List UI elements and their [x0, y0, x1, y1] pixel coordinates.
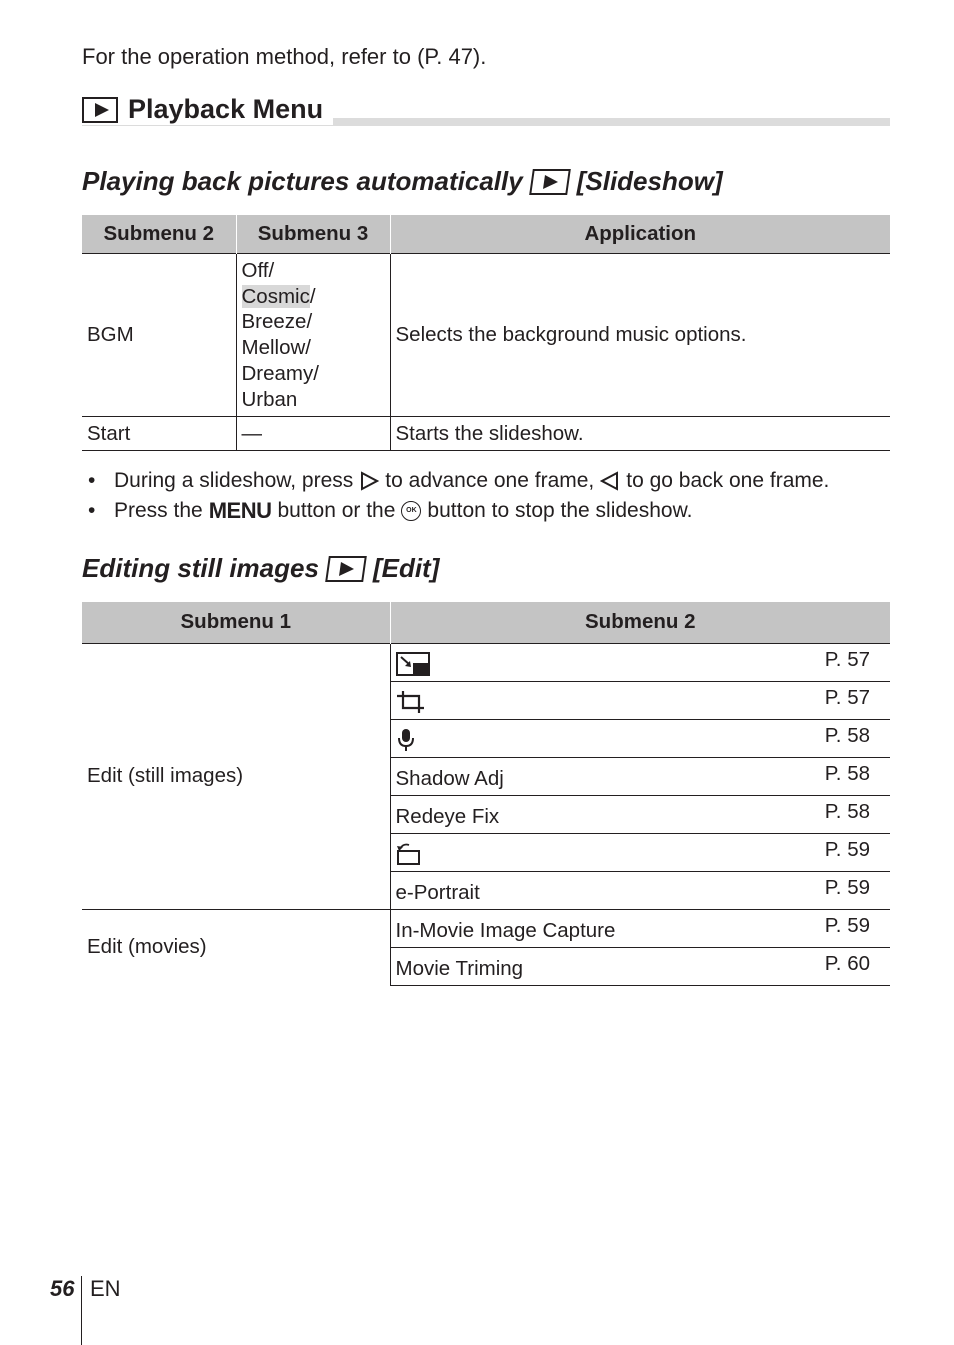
note-text: to go back one frame.: [626, 469, 830, 492]
table-row: [82, 417, 890, 451]
page-reference: P. 57: [824, 647, 870, 671]
edit-option: [390, 909, 890, 947]
option-off: Off/: [241, 259, 275, 282]
page-reference: P. 59: [824, 875, 870, 899]
page-reference: P. 58: [824, 761, 870, 785]
table-row: [82, 643, 890, 681]
playback-icon: [529, 169, 571, 195]
microphone-icon: [396, 728, 416, 752]
edit-still-label: Edit (still images): [82, 643, 390, 909]
option-label: Shadow Adj: [395, 766, 504, 790]
edit-tag: [Edit]: [372, 553, 440, 583]
option-dreamy: Dreamy/: [241, 361, 319, 385]
edit-option: [390, 833, 890, 871]
section-heading: [82, 94, 890, 130]
section-title: Playback Menu: [128, 94, 324, 124]
notes-list: [88, 466, 829, 526]
page-reference: P. 58: [824, 723, 870, 747]
table-row: [82, 909, 890, 947]
start-label: Start: [82, 417, 236, 451]
intro-text: For the operation method, refer to (P. 47).: [82, 44, 487, 69]
option-urban: Urban: [241, 387, 298, 411]
column-header: Application: [390, 215, 890, 254]
note-text: to advance one frame,: [385, 469, 595, 492]
bgm-options: [236, 254, 390, 417]
option-breeze: Breeze/: [241, 310, 313, 334]
edit-option: [390, 947, 890, 985]
edit-option: [390, 719, 890, 757]
list-item: • During a slideshow, press to advance one frame, to go back one frame.: [88, 469, 830, 492]
page-number: 56: [50, 1276, 75, 1301]
language-code: EN: [90, 1276, 121, 1301]
list-item: • Press the MENU button or the OK button to stop the slideshow.: [88, 498, 693, 523]
column-header: Submenu 2: [82, 215, 236, 254]
option-label: In-Movie Image Capture: [395, 918, 616, 942]
edit-option: [390, 643, 890, 681]
slideshow-table: [82, 215, 890, 451]
bgm-label: BGM: [82, 254, 236, 417]
table-row: [82, 254, 890, 417]
edit-heading: [82, 553, 439, 584]
rotate-icon: [396, 842, 422, 866]
edit-option: [390, 795, 890, 833]
footer-divider: [81, 1276, 82, 1345]
option-label: Movie Triming: [395, 956, 524, 980]
page-reference: P. 58: [824, 799, 870, 823]
page-reference: P. 57: [824, 685, 870, 709]
playback-icon: [325, 556, 367, 582]
column-header: Submenu 1: [82, 602, 390, 643]
note-text: During a slideshow, press: [114, 469, 354, 492]
note-text: button to stop the slideshow.: [427, 499, 693, 522]
option-cosmic: Cosmic/: [241, 284, 316, 308]
bgm-application: Selects the background music options.: [390, 254, 890, 417]
page-reference: P. 60: [824, 951, 870, 975]
menu-button-label: MENU: [208, 498, 272, 523]
slideshow-tag: [Slideshow]: [576, 166, 723, 196]
arrow-right-icon: [359, 471, 379, 491]
resize-icon: [396, 652, 430, 676]
edit-option: [390, 757, 890, 795]
arrow-left-icon: [600, 471, 620, 491]
column-header: Submenu 3: [236, 215, 390, 254]
column-header: Submenu 2: [390, 602, 890, 643]
note-text: button or the: [277, 499, 396, 522]
crop-icon: [396, 690, 426, 714]
page-reference: P. 59: [824, 913, 870, 937]
page-reference: P. 59: [824, 837, 870, 861]
note-text: Press the: [114, 499, 203, 522]
slideshow-title: Playing back pictures automatically: [82, 166, 523, 196]
playback-icon: [82, 97, 118, 123]
edit-table: [82, 602, 890, 986]
edit-option: [390, 871, 890, 909]
edit-option: [390, 681, 890, 719]
start-application: Starts the slideshow.: [390, 417, 890, 451]
slideshow-heading: [82, 166, 723, 197]
option-label: Redeye Fix: [395, 804, 500, 828]
option-mellow: Mellow/: [241, 336, 311, 360]
option-label: e-Portrait: [395, 880, 480, 904]
ok-button-icon: OK: [401, 501, 421, 521]
edit-movies-label: Edit (movies): [82, 909, 390, 985]
start-value: —: [236, 417, 390, 451]
edit-title: Editing still images: [82, 553, 319, 583]
